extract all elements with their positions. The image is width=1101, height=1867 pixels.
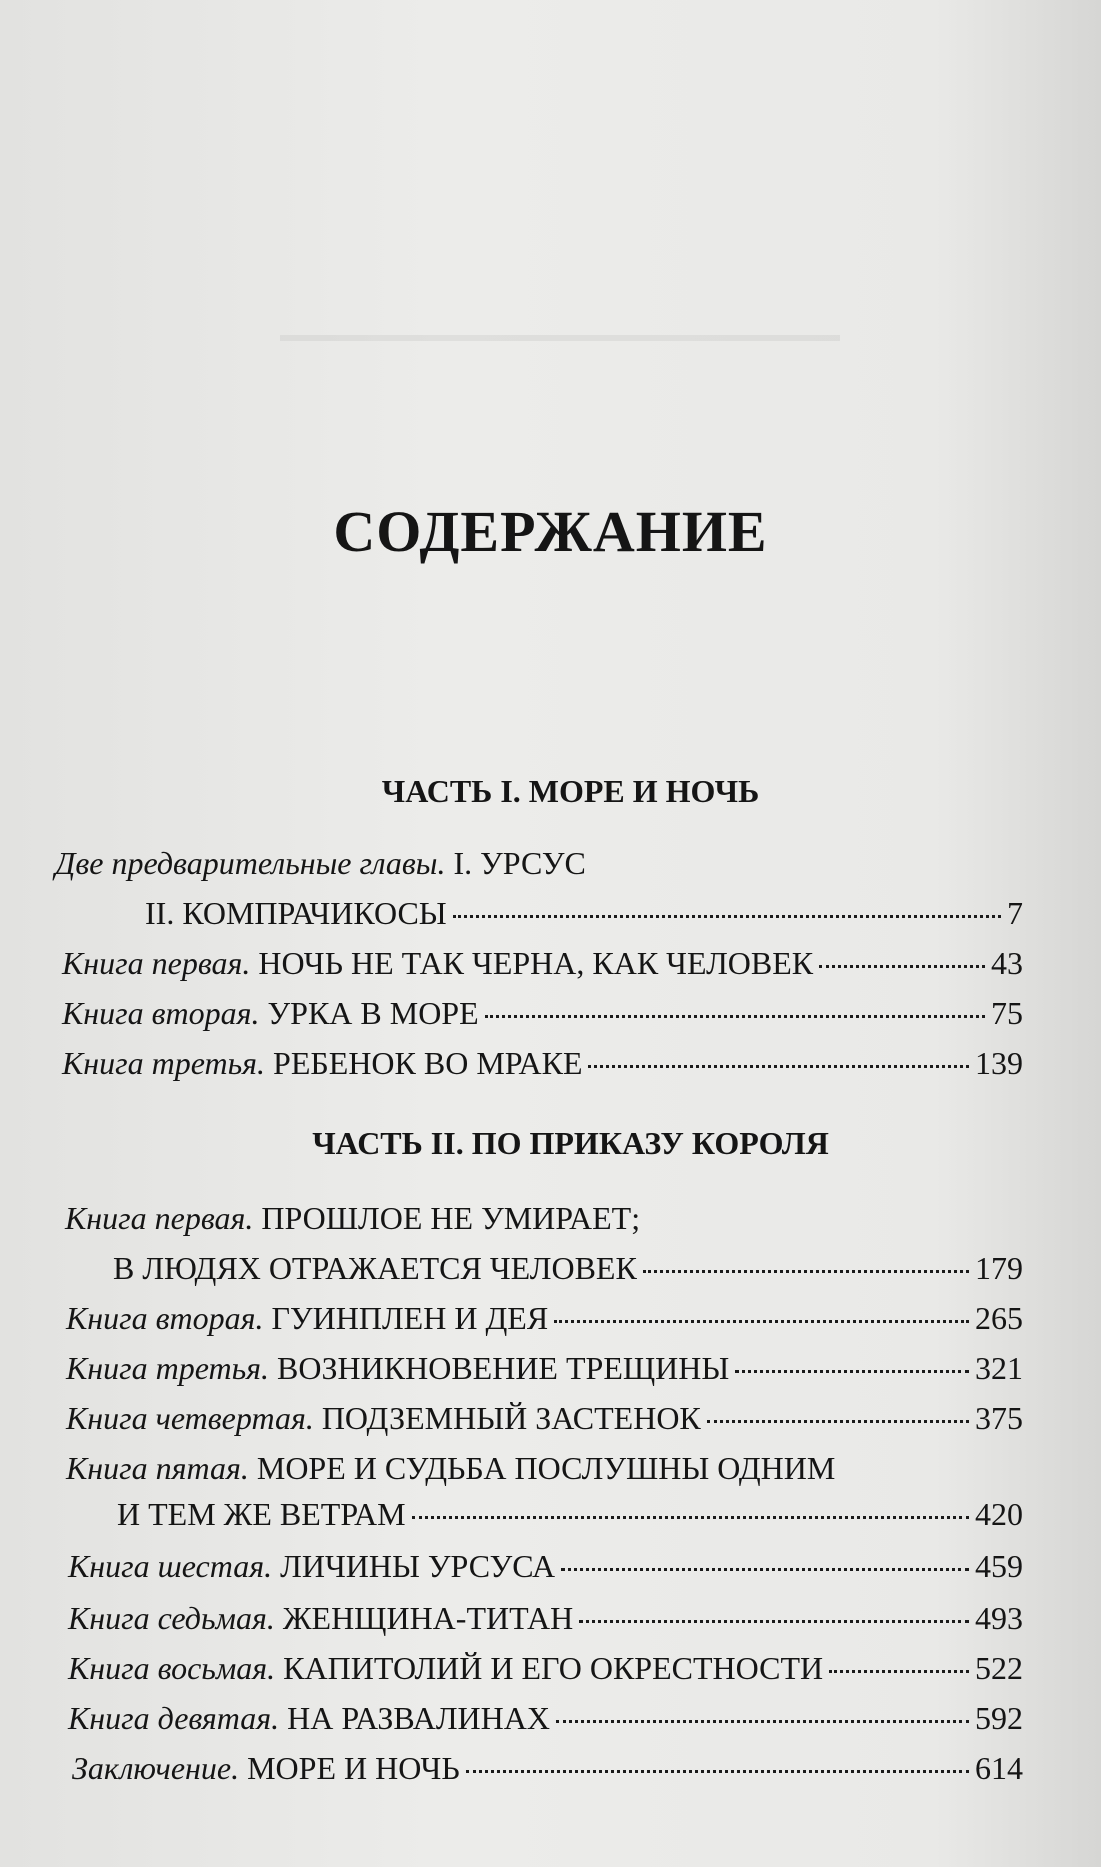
toc-entry[interactable]	[62, 945, 1023, 989]
entry-page-number: 614	[975, 1750, 1023, 1786]
entry-page-number: 321	[975, 1350, 1023, 1386]
entry-page-number: 139	[975, 1045, 1023, 1081]
entry-page-number: 522	[975, 1650, 1023, 1686]
dot-leader	[412, 1516, 969, 1519]
entry-label: Книга третья.	[66, 1350, 270, 1386]
toc-entry[interactable]	[113, 1250, 1023, 1294]
toc-entry[interactable]	[66, 1400, 1023, 1444]
entry-title: I. УРСУС	[453, 845, 586, 881]
toc-entry[interactable]	[62, 995, 1023, 1039]
dot-leader	[829, 1670, 969, 1673]
entry-title: НОЧЬ НЕ ТАК ЧЕРНА, КАК ЧЕЛОВЕК	[258, 945, 814, 981]
dot-leader	[588, 1065, 969, 1068]
entry-label: Книга шестая.	[68, 1548, 273, 1584]
entry-title: РЕБЕНОК ВО МРАКЕ	[273, 1045, 583, 1081]
part-2-title: ЧАСТЬ II. ПО ПРИКАЗУ КОРОЛЯ	[312, 1125, 829, 1161]
entry-page-number: 420	[975, 1496, 1023, 1532]
entry-label: Заключение.	[72, 1750, 240, 1786]
toc-entry[interactable]	[68, 1548, 1023, 1592]
entry-title: ЛИЧИНЫ УРСУСА	[280, 1548, 556, 1584]
dot-leader	[643, 1270, 969, 1273]
dot-leader	[819, 965, 985, 968]
dot-leader	[735, 1370, 969, 1373]
entry-label: Книга девятая.	[68, 1700, 280, 1736]
entry-label: Книга седьмая.	[68, 1600, 275, 1636]
entry-title: НА РАЗВАЛИНАХ	[287, 1700, 550, 1736]
entry-title: МОРЕ И НОЧЬ	[247, 1750, 460, 1786]
entry-title: ПОДЗЕМНЫЙ ЗАСТЕНОК	[321, 1400, 701, 1436]
entry-title: МОРЕ И СУДЬБА ПОСЛУШНЫ ОДНИМ	[256, 1450, 836, 1486]
entry-title: УРКА В МОРЕ	[267, 995, 479, 1031]
entry-page-number: 265	[975, 1300, 1023, 1336]
entry-page-number: 43	[991, 945, 1023, 981]
entry-page-number: 7	[1007, 895, 1023, 931]
entry-label: Книга вторая.	[66, 1300, 264, 1336]
entry-label: Книга первая.	[62, 945, 251, 981]
entry-page-number: 493	[975, 1600, 1023, 1636]
toc-entry[interactable]	[72, 1750, 1023, 1794]
toc-entry[interactable]	[65, 1200, 1023, 1244]
toc-entry[interactable]	[62, 1045, 1023, 1089]
entry-label: Книга вторая.	[62, 995, 260, 1031]
entry-title: II. КОМПРАЧИКОСЫ	[145, 895, 447, 931]
entry-page-number: 459	[975, 1548, 1023, 1584]
toc-entry[interactable]	[68, 1700, 1023, 1744]
dot-leader	[561, 1568, 969, 1571]
dot-leader	[707, 1420, 969, 1423]
toc-entry[interactable]	[66, 1450, 1023, 1494]
entry-label: Книга пятая.	[66, 1450, 249, 1486]
entry-page-number: 75	[991, 995, 1023, 1031]
part-1-title: ЧАСТЬ I. МОРЕ И НОЧЬ	[381, 773, 760, 809]
entry-label: Книга четвертая.	[66, 1400, 314, 1436]
dot-leader	[556, 1720, 969, 1723]
toc-entry[interactable]	[117, 1496, 1023, 1540]
entry-label: Книга первая.	[65, 1200, 254, 1236]
entry-title: ВОЗНИКНОВЕНИЕ ТРЕЩИНЫ	[277, 1350, 730, 1386]
entry-title: ЖЕНЩИНА-ТИТАН	[282, 1600, 574, 1636]
toc-entry[interactable]	[68, 1600, 1023, 1644]
toc-entry[interactable]	[66, 1300, 1023, 1344]
dot-leader	[453, 915, 1001, 918]
dot-leader	[579, 1620, 969, 1623]
entry-label: Книга восьмая.	[68, 1650, 276, 1686]
dot-leader	[554, 1320, 969, 1323]
dot-leader	[485, 1015, 985, 1018]
entry-title: КАПИТОЛИЙ И ЕГО ОКРЕСТНОСТИ	[283, 1650, 824, 1686]
entry-title: И ТЕМ ЖЕ ВЕТРАМ	[117, 1496, 406, 1532]
entry-page-number: 592	[975, 1700, 1023, 1736]
toc-entry[interactable]	[145, 895, 1023, 939]
entry-page-number: 179	[975, 1250, 1023, 1286]
entry-page-number: 375	[975, 1400, 1023, 1436]
entry-title: ПРОШЛОЕ НЕ УМИРАЕТ;	[261, 1200, 641, 1236]
entry-label: Две предварительные главы.	[55, 845, 446, 881]
toc-entry[interactable]	[68, 1650, 1023, 1694]
entry-title: В ЛЮДЯХ ОТРАЖАЕТСЯ ЧЕЛОВЕК	[113, 1250, 637, 1286]
dot-leader	[466, 1770, 969, 1773]
toc-heading: СОДЕРЖАНИЕ	[333, 499, 768, 564]
entry-title: ГУИНПЛЕН И ДЕЯ	[271, 1300, 549, 1336]
entry-label: Книга третья.	[62, 1045, 266, 1081]
toc-entry[interactable]	[55, 845, 1023, 889]
toc-entry[interactable]	[66, 1350, 1023, 1394]
